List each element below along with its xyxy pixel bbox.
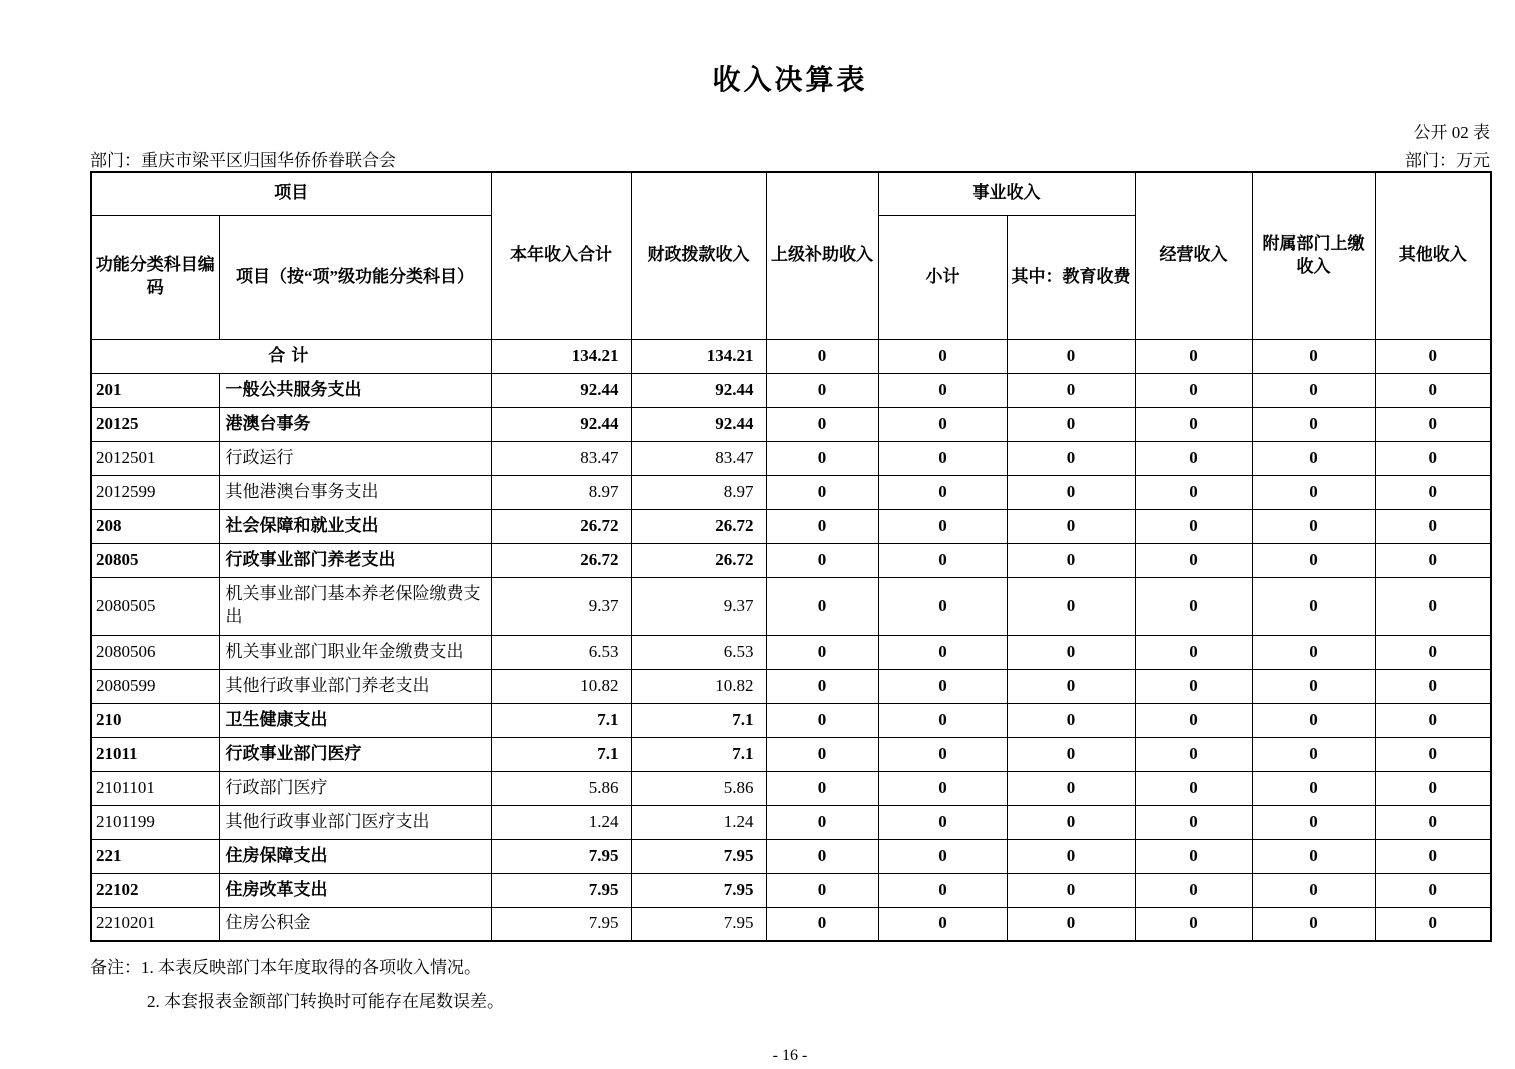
table-row (91, 805, 1491, 839)
item-name-cell: 行政事业部门医疗 (219, 737, 491, 771)
zero-amount-cell: 0 (878, 703, 1007, 737)
note-line-2: 2. 本套报表金额部门转换时可能存在尾数误差。 (147, 992, 504, 1011)
zero-amount-cell: 0 (1007, 577, 1135, 635)
amount-cell: 7.95 (491, 839, 631, 873)
zero-amount-cell: 0 (1375, 407, 1491, 441)
zero-amount-cell: 0 (878, 669, 1007, 703)
zero-amount-cell: 0 (1135, 475, 1252, 509)
zero-amount-cell: 0 (766, 771, 878, 805)
amount-cell: 92.44 (491, 407, 631, 441)
amount-cell: 9.37 (631, 577, 766, 635)
function-code-cell: 2080505 (91, 577, 219, 635)
zero-amount-cell: 0 (1375, 441, 1491, 475)
zero-amount-cell: 0 (878, 839, 1007, 873)
zero-amount-cell: 0 (1007, 737, 1135, 771)
zero-amount-cell: 0 (878, 475, 1007, 509)
note-line-1: 备注：1. 本表反映部门本年度取得的各项收入情况。 (90, 958, 481, 977)
table-row (91, 703, 1491, 737)
item-name-cell: 行政运行 (219, 441, 491, 475)
table-row (91, 577, 1491, 635)
table-row (91, 373, 1491, 407)
zero-amount-cell: 0 (1007, 509, 1135, 543)
zero-amount-cell: 0 (766, 339, 878, 373)
zero-amount-cell: 0 (1135, 635, 1252, 669)
header-affiliated-remit: 附属部门上缴收入 (1252, 172, 1375, 339)
table-row (91, 839, 1491, 873)
row-total-label: 合计 (91, 339, 491, 373)
amount-cell: 6.53 (491, 635, 631, 669)
zero-amount-cell: 0 (766, 373, 878, 407)
item-name-cell: 行政部门医疗 (219, 771, 491, 805)
income-table-body (91, 339, 1491, 941)
zero-amount-cell: 0 (878, 407, 1007, 441)
zero-amount-cell: 0 (766, 475, 878, 509)
zero-amount-cell: 0 (1375, 703, 1491, 737)
zero-amount-cell: 0 (878, 873, 1007, 907)
header-operating-income: 经营收入 (1135, 172, 1252, 339)
zero-amount-cell: 0 (1375, 339, 1491, 373)
amount-cell: 92.44 (631, 407, 766, 441)
zero-amount-cell: 0 (766, 873, 878, 907)
zero-amount-cell: 0 (1375, 543, 1491, 577)
zero-amount-cell: 0 (1007, 805, 1135, 839)
zero-amount-cell: 0 (1252, 577, 1375, 635)
zero-amount-cell: 0 (1007, 839, 1135, 873)
header-total-income: 本年收入合计 (491, 172, 631, 339)
zero-amount-cell: 0 (1375, 737, 1491, 771)
table-row (91, 441, 1491, 475)
zero-amount-cell: 0 (1375, 577, 1491, 635)
amount-cell: 26.72 (491, 543, 631, 577)
function-code-cell: 208 (91, 509, 219, 543)
header-superior-subsidy: 上级补助收入 (766, 172, 878, 339)
header-business-income-group: 事业收入 (878, 172, 1135, 215)
function-code-cell: 2080506 (91, 635, 219, 669)
amount-cell: 1.24 (491, 805, 631, 839)
zero-amount-cell: 0 (1252, 805, 1375, 839)
zero-amount-cell: 0 (766, 907, 878, 941)
amount-cell: 7.1 (491, 703, 631, 737)
function-code-cell: 2080599 (91, 669, 219, 703)
amount-cell: 7.1 (491, 737, 631, 771)
zero-amount-cell: 0 (878, 509, 1007, 543)
zero-amount-cell: 0 (1252, 873, 1375, 907)
amount-cell: 10.82 (631, 669, 766, 703)
zero-amount-cell: 0 (878, 737, 1007, 771)
zero-amount-cell: 0 (1252, 635, 1375, 669)
amount-cell: 6.53 (631, 635, 766, 669)
table-row (91, 339, 1491, 373)
table-row (91, 543, 1491, 577)
header-project-group: 项目 (91, 172, 491, 215)
zero-amount-cell: 0 (1135, 839, 1252, 873)
function-code-cell: 22102 (91, 873, 219, 907)
amount-cell: 26.72 (491, 509, 631, 543)
header-education-fees: 其中：教育收费 (1007, 215, 1135, 339)
amount-cell: 26.72 (631, 543, 766, 577)
item-name-cell: 其他行政事业部门养老支出 (219, 669, 491, 703)
zero-amount-cell: 0 (766, 543, 878, 577)
function-code-cell: 2210201 (91, 907, 219, 941)
amount-cell: 8.97 (631, 475, 766, 509)
zero-amount-cell: 0 (1135, 873, 1252, 907)
zero-amount-cell: 0 (1007, 339, 1135, 373)
table-row (91, 407, 1491, 441)
item-name-cell: 一般公共服务支出 (219, 373, 491, 407)
item-name-cell: 行政事业部门养老支出 (219, 543, 491, 577)
zero-amount-cell: 0 (766, 703, 878, 737)
zero-amount-cell: 0 (1252, 543, 1375, 577)
header-row-1 (91, 172, 1491, 215)
zero-amount-cell: 0 (878, 441, 1007, 475)
notes (90, 953, 1490, 1011)
zero-amount-cell: 0 (1252, 373, 1375, 407)
zero-amount-cell: 0 (878, 543, 1007, 577)
amount-cell: 7.95 (491, 873, 631, 907)
zero-amount-cell: 0 (1135, 509, 1252, 543)
table-row (91, 873, 1491, 907)
zero-amount-cell: 0 (878, 577, 1007, 635)
zero-amount-cell: 0 (1135, 577, 1252, 635)
table-row (91, 509, 1491, 543)
header-item-name: 项目（按“项”级功能分类科目） (219, 215, 491, 339)
table-code-label: 公开 02 表 (1413, 123, 1490, 142)
zero-amount-cell: 0 (878, 805, 1007, 839)
amount-cell: 26.72 (631, 509, 766, 543)
zero-amount-cell: 0 (1252, 907, 1375, 941)
table-row (91, 907, 1491, 941)
zero-amount-cell: 0 (1135, 737, 1252, 771)
item-name-cell: 卫生健康支出 (219, 703, 491, 737)
zero-amount-cell: 0 (1135, 805, 1252, 839)
amount-cell: 5.86 (631, 771, 766, 805)
table-row (91, 771, 1491, 805)
amount-cell: 8.97 (491, 475, 631, 509)
zero-amount-cell: 0 (1007, 373, 1135, 407)
zero-amount-cell: 0 (1375, 907, 1491, 941)
item-name-cell: 其他行政事业部门医疗支出 (219, 805, 491, 839)
zero-amount-cell: 0 (1007, 441, 1135, 475)
zero-amount-cell: 0 (1135, 373, 1252, 407)
zero-amount-cell: 0 (1252, 475, 1375, 509)
zero-amount-cell: 0 (1375, 805, 1491, 839)
zero-amount-cell: 0 (878, 339, 1007, 373)
zero-amount-cell: 0 (1375, 509, 1491, 543)
zero-amount-cell: 0 (1135, 669, 1252, 703)
zero-amount-cell: 0 (1007, 543, 1135, 577)
function-code-cell: 221 (91, 839, 219, 873)
zero-amount-cell: 0 (1135, 771, 1252, 805)
amount-cell: 1.24 (631, 805, 766, 839)
amount-cell: 92.44 (491, 373, 631, 407)
function-code-cell: 2101101 (91, 771, 219, 805)
table-row (91, 475, 1491, 509)
function-code-cell: 2012599 (91, 475, 219, 509)
function-code-cell: 20125 (91, 407, 219, 441)
function-code-cell: 2012501 (91, 441, 219, 475)
page-title: 收入决算表 (712, 65, 868, 96)
amount-cell: 7.1 (631, 737, 766, 771)
amount-cell: 7.95 (631, 873, 766, 907)
zero-amount-cell: 0 (1375, 475, 1491, 509)
header-fiscal-allocation: 财政拨款收入 (631, 172, 766, 339)
zero-amount-cell: 0 (1135, 543, 1252, 577)
zero-amount-cell: 0 (1007, 407, 1135, 441)
amount-cell: 83.47 (631, 441, 766, 475)
zero-amount-cell: 0 (1135, 703, 1252, 737)
zero-amount-cell: 0 (1375, 635, 1491, 669)
amount-cell: 5.86 (491, 771, 631, 805)
unit-label: 部门：万元 (1405, 151, 1490, 170)
item-name-cell: 其他港澳台事务支出 (219, 475, 491, 509)
zero-amount-cell: 0 (1135, 907, 1252, 941)
amount-cell: 7.95 (491, 907, 631, 941)
table-row (91, 737, 1491, 771)
function-code-cell: 210 (91, 703, 219, 737)
zero-amount-cell: 0 (766, 737, 878, 771)
zero-amount-cell: 0 (1375, 771, 1491, 805)
page-number: - 16 - (772, 1047, 808, 1064)
amount-cell: 7.95 (631, 839, 766, 873)
header-subtotal: 小计 (878, 215, 1007, 339)
zero-amount-cell: 0 (1135, 339, 1252, 373)
function-code-cell: 20805 (91, 543, 219, 577)
meta-line (90, 146, 1490, 168)
item-name-cell: 社会保障和就业支出 (219, 509, 491, 543)
zero-amount-cell: 0 (1375, 839, 1491, 873)
department-label: 部门：重庆市梁平区归国华侨侨眷联合会 (90, 151, 396, 170)
zero-amount-cell: 0 (1375, 669, 1491, 703)
item-name-cell: 港澳台事务 (219, 407, 491, 441)
zero-amount-cell: 0 (878, 635, 1007, 669)
table-header (91, 172, 1491, 339)
item-name-cell: 住房公积金 (219, 907, 491, 941)
zero-amount-cell: 0 (1007, 635, 1135, 669)
amount-cell: 134.21 (631, 339, 766, 373)
zero-amount-cell: 0 (766, 839, 878, 873)
income-table (90, 171, 1492, 942)
zero-amount-cell: 0 (1375, 873, 1491, 907)
amount-cell: 7.1 (631, 703, 766, 737)
amount-cell: 92.44 (631, 373, 766, 407)
function-code-cell: 21011 (91, 737, 219, 771)
zero-amount-cell: 0 (1007, 703, 1135, 737)
function-code-cell: 201 (91, 373, 219, 407)
item-name-cell: 机关事业部门基本养老保险缴费支出 (219, 577, 491, 635)
amount-cell: 7.95 (631, 907, 766, 941)
function-code-cell: 2101199 (91, 805, 219, 839)
zero-amount-cell: 0 (1375, 373, 1491, 407)
zero-amount-cell: 0 (1007, 907, 1135, 941)
zero-amount-cell: 0 (766, 805, 878, 839)
zero-amount-cell: 0 (1007, 771, 1135, 805)
zero-amount-cell: 0 (1252, 703, 1375, 737)
zero-amount-cell: 0 (1252, 407, 1375, 441)
zero-amount-cell: 0 (1007, 669, 1135, 703)
zero-amount-cell: 0 (1252, 771, 1375, 805)
zero-amount-cell: 0 (1252, 509, 1375, 543)
header-other-income: 其他收入 (1375, 172, 1491, 339)
zero-amount-cell: 0 (1252, 339, 1375, 373)
zero-amount-cell: 0 (766, 441, 878, 475)
zero-amount-cell: 0 (1007, 475, 1135, 509)
amount-cell: 9.37 (491, 577, 631, 635)
zero-amount-cell: 0 (1252, 669, 1375, 703)
header-function-code: 功能分类科目编码 (91, 215, 219, 339)
amount-cell: 83.47 (491, 441, 631, 475)
table-row (91, 669, 1491, 703)
zero-amount-cell: 0 (878, 771, 1007, 805)
amount-cell: 134.21 (491, 339, 631, 373)
item-name-cell: 住房保障支出 (219, 839, 491, 873)
item-name-cell: 机关事业部门职业年金缴费支出 (219, 635, 491, 669)
zero-amount-cell: 0 (766, 669, 878, 703)
zero-amount-cell: 0 (878, 373, 1007, 407)
zero-amount-cell: 0 (1252, 737, 1375, 771)
zero-amount-cell: 0 (1135, 407, 1252, 441)
zero-amount-cell: 0 (766, 509, 878, 543)
zero-amount-cell: 0 (878, 907, 1007, 941)
table-row (91, 635, 1491, 669)
zero-amount-cell: 0 (766, 635, 878, 669)
zero-amount-cell: 0 (1252, 839, 1375, 873)
zero-amount-cell: 0 (1135, 441, 1252, 475)
amount-cell: 10.82 (491, 669, 631, 703)
zero-amount-cell: 0 (1007, 873, 1135, 907)
zero-amount-cell: 0 (766, 577, 878, 635)
item-name-cell: 住房改革支出 (219, 873, 491, 907)
zero-amount-cell: 0 (766, 407, 878, 441)
zero-amount-cell: 0 (1252, 441, 1375, 475)
